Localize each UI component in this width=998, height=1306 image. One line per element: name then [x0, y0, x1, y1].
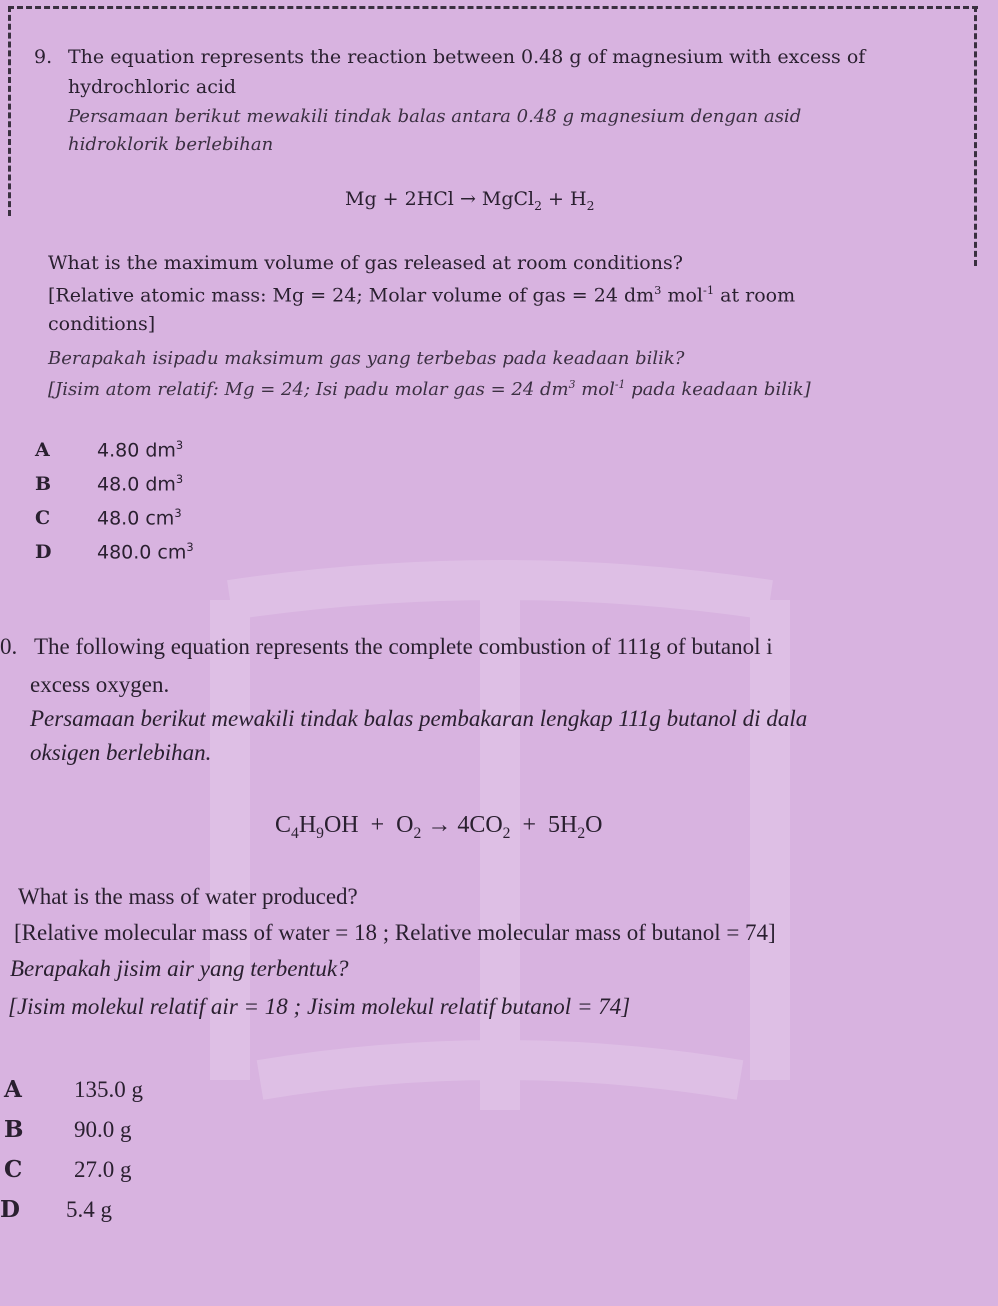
q9-option-b[interactable] [35, 472, 183, 495]
q10-eq-c-sub: 4 [291, 824, 299, 842]
q9-option-d[interactable] [35, 540, 194, 563]
q10-option-c[interactable] [4, 1156, 132, 1183]
q10-eq-c: C [275, 812, 292, 838]
q9-eq-rhs2: H [570, 188, 587, 210]
q10-given-en: [Relative molecular mass of water = 18 ; Relative molecular mass of butanol = 74] [14, 920, 776, 945]
q9-option-d-sup: 3 [186, 540, 194, 554]
q9-eq-arrow: → [459, 188, 476, 210]
q9-option-b-sup: 3 [175, 472, 184, 486]
q10-ms-line1: Persamaan berikut mewakili tindak balas pembakaran lengkap 111g butanol di dala [30, 706, 808, 731]
q10-eq-h2o-pre: 5H [548, 812, 578, 838]
q10-eq-h-sub: 9 [316, 824, 324, 842]
q9-option-c-value: 48.0 cm [97, 507, 175, 530]
q10-option-d-value: 5.4 g [66, 1197, 112, 1222]
q10-option-a-value: 135.0 g [74, 1077, 143, 1102]
q9-given-ms-text: [Jisim atom relatif: Mg = 24; Isi padu molar gas = 24 dm [48, 379, 569, 400]
q10-eq-o: O [396, 812, 414, 838]
q10-option-a-letter: A [4, 1076, 22, 1103]
q9-option-d-value: 480.0 cm [97, 541, 187, 564]
q10-eq-plus1: + [370, 812, 385, 838]
q9-eq-plus: + [548, 188, 564, 210]
q10-en-line1: The following equation represents the complete combustion of 111g of butanol i [34, 634, 773, 659]
q9-eq-rhs2-sub: 2 [586, 198, 595, 213]
q9-option-a-value: 4.80 dm [97, 439, 176, 462]
dashed-border-top [8, 6, 978, 17]
q10-eq-h2o-sub: 2 [577, 824, 586, 842]
q9-en-line1: The equation represents the reaction between 0.48 g of magnesium with excess of [68, 46, 866, 68]
q9-option-b-letter: B [35, 473, 52, 496]
q9-option-a-sup: 3 [175, 438, 184, 452]
q10-option-a[interactable] [4, 1076, 143, 1103]
q9-eq-rhs1: MgCl [481, 188, 535, 210]
q10-eq-h: H [298, 812, 317, 838]
q10-option-d-letter: D [0, 1196, 20, 1223]
q10-eq-o-sub: 2 [413, 824, 422, 842]
q10-equation [275, 812, 602, 843]
q9-ms-line1: Persamaan berikut mewakili tindak balas antara 0.48 g magnesium dengan asid [68, 106, 802, 127]
q9-given-ms-mol: mol [575, 379, 615, 400]
q9-given-ms-tail: pada keadaan bilik] [625, 379, 811, 400]
q9-question-ms: Berapakah isipadu maksimum gas yang terbebas pada keadaan bilik? [48, 348, 685, 369]
q9-option-d-letter: D [35, 541, 52, 564]
q9-number: 9. [34, 46, 53, 68]
q9-given-en-line2: conditions] [48, 313, 156, 335]
q10-eq-plus2: + [522, 812, 536, 838]
q10-en-line2: excess oxygen. [30, 672, 170, 697]
q10-option-d[interactable] [0, 1196, 112, 1223]
q9-en-line2: hydrochloric acid [68, 76, 237, 98]
q9-option-c[interactable] [35, 506, 182, 529]
q10-number: 0. [0, 634, 18, 659]
q9-given-ms [48, 378, 811, 400]
q9-given-ms-sup2: -1 [614, 378, 626, 391]
q10-question-en: What is the mass of water produced? [18, 884, 358, 909]
q10-option-c-value: 27.0 g [74, 1157, 132, 1182]
q10-eq-co: 4CO [457, 812, 503, 838]
q9-option-b-value: 48.0 dm [97, 473, 176, 496]
q10-eq-co-sub: 2 [502, 824, 511, 842]
q10-option-b-value: 90.0 g [74, 1117, 132, 1142]
q9-option-c-sup: 3 [174, 506, 182, 520]
q10-eq-oh: OH [323, 812, 359, 838]
dashed-border-left [8, 6, 13, 216]
q9-given-en-mol: mol [661, 284, 703, 307]
q10-eq-arrow: → [427, 812, 452, 838]
q9-eq-rhs1-sub: 2 [534, 198, 542, 213]
q10-option-c-letter: C [4, 1156, 23, 1183]
q9-option-c-letter: C [35, 507, 51, 530]
dashed-border-right [972, 6, 977, 266]
q9-given-ms-sup1: 3 [568, 378, 576, 391]
q10-option-b-letter: B [4, 1116, 24, 1143]
q9-eq-lhs: Mg + 2HCl [345, 188, 454, 210]
q10-ms-line2: oksigen berlebihan. [30, 740, 212, 765]
q9-option-a[interactable] [35, 438, 183, 461]
q10-given-ms: [Jisim molekul relatif air = 18 ; Jisim molekul relatif butanol = 74] [8, 994, 631, 1019]
q9-option-a-letter: A [35, 439, 50, 462]
q9-given-en-text: [Relative atomic mass: Mg = 24; Molar volume of gas = 24 dm [48, 284, 655, 307]
q10-option-b[interactable] [4, 1116, 132, 1143]
q9-given-en-tail: at room [714, 284, 796, 307]
q9-question-en: What is the maximum volume of gas released at room conditions? [48, 252, 683, 274]
q9-equation [345, 188, 594, 213]
q10-eq-h2o-post: O [585, 812, 603, 838]
q9-ms-line2: hidroklorik berlebihan [68, 134, 274, 155]
q9-given-en-line1 [48, 283, 795, 306]
q10-question-ms: Berapakah jisim air yang terbentuk? [10, 956, 349, 981]
q9-given-en-sup2: -1 [702, 283, 715, 297]
q9-given-en-sup1: 3 [654, 283, 662, 297]
